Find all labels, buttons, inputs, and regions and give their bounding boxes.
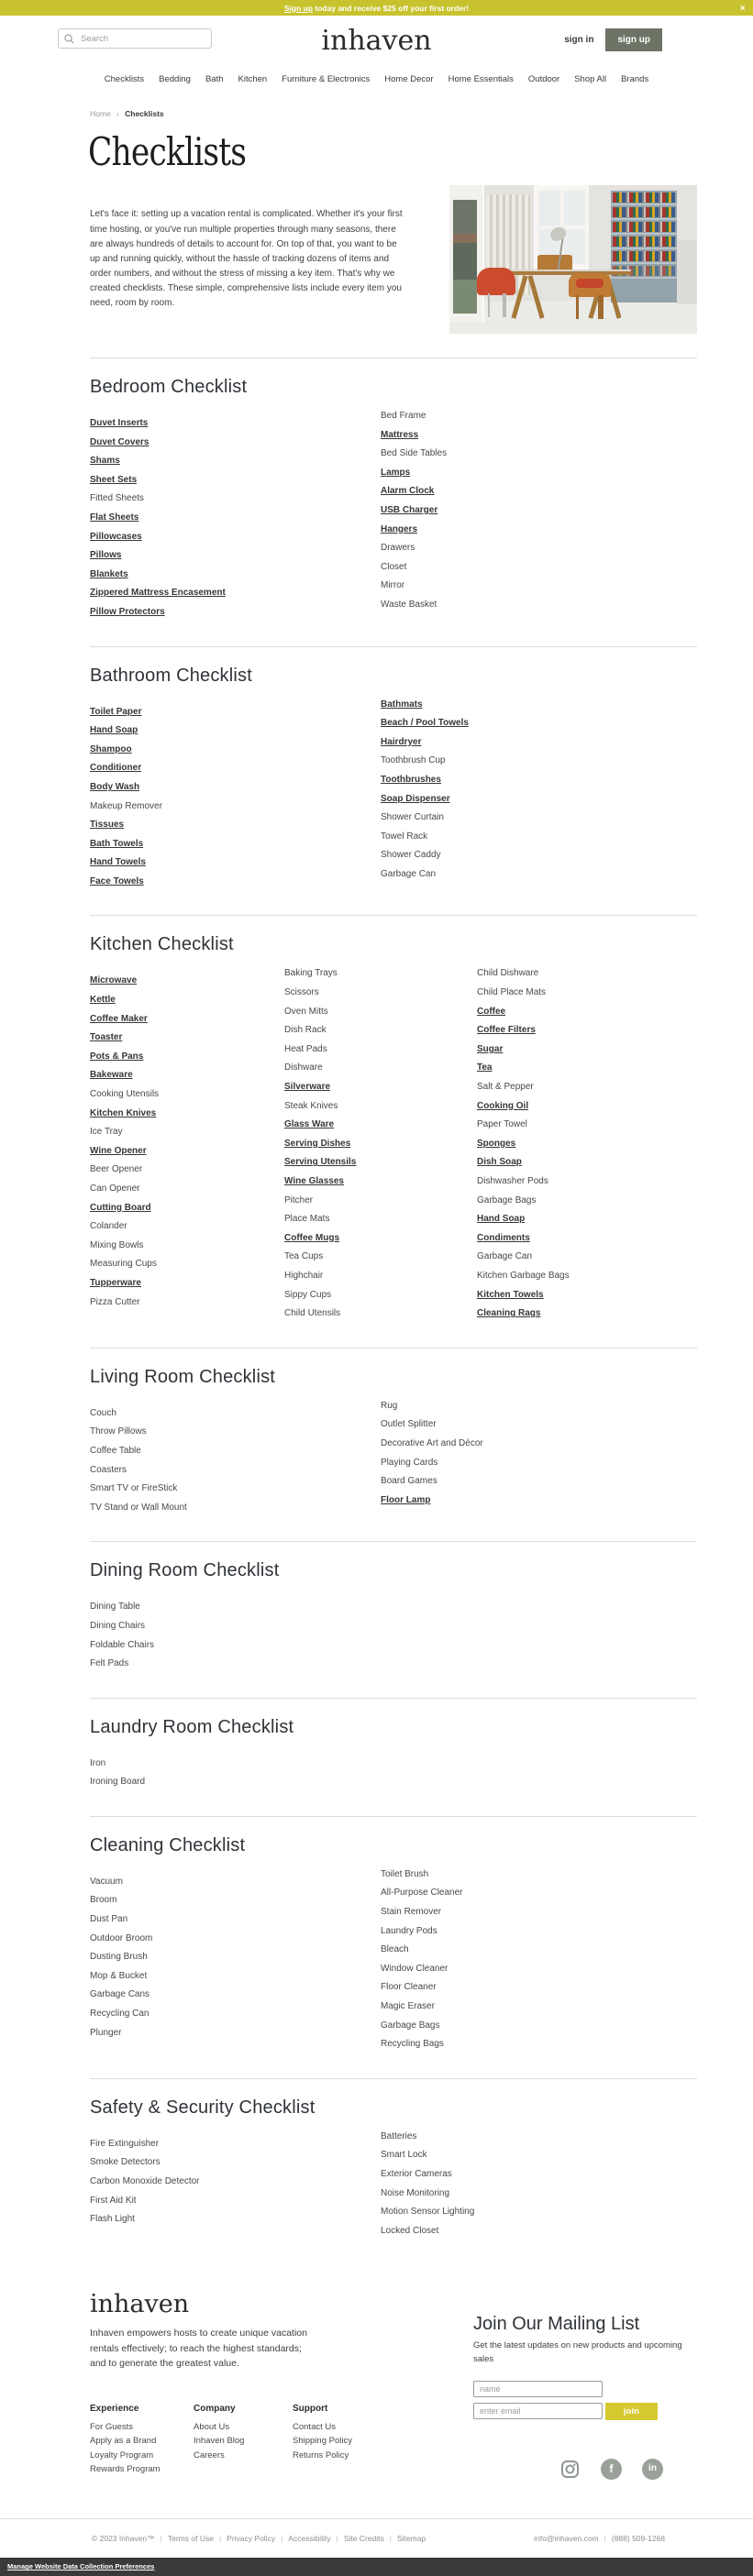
nav-item[interactable]: Home Decor <box>384 74 434 84</box>
section-columns <box>90 1397 697 1518</box>
checklist-item-link[interactable]: Toilet Paper <box>90 706 142 717</box>
linkedin-glyph: in <box>648 2463 657 2474</box>
nav-item[interactable]: Furniture & Electronics <box>282 74 371 84</box>
section-column <box>90 1591 381 1673</box>
footer-column-title: Company <box>194 2404 236 2415</box>
section-title: Laundry Room Checklist <box>90 1716 294 1737</box>
main-nav <box>0 63 753 84</box>
breadcrumb-current: Checklists <box>125 109 164 118</box>
footer-column <box>194 2404 293 2476</box>
checklist-item-link[interactable]: Flat Sheets <box>90 512 139 523</box>
checklist-item: Fitted Sheets <box>90 493 144 504</box>
checklist-item: First Aid Kit <box>90 2195 137 2206</box>
checklist-item: Scissors <box>284 987 319 998</box>
footer-link[interactable]: Shipping Policy <box>293 2436 352 2447</box>
separator: | <box>281 2533 283 2543</box>
separator: | <box>160 2533 162 2543</box>
site-logo[interactable]: inhaven <box>321 25 432 57</box>
section-columns <box>90 2128 697 2241</box>
checklist-item-link[interactable]: Hand Towels <box>90 857 146 868</box>
checklist-item-link[interactable]: Bakeware <box>90 1070 133 1081</box>
checklist-item: Throw Pillows <box>90 1426 147 1437</box>
checklist-item: Dust Pan <box>90 1914 128 1925</box>
checklist-item: TV Stand or Wall Mount <box>90 1502 187 1513</box>
legal-links <box>92 2534 426 2543</box>
footer-link[interactable]: About Us <box>194 2422 230 2433</box>
checklist-item: Garbage Bags <box>381 2020 440 2031</box>
section-column <box>90 1866 381 2054</box>
sign-in-link[interactable]: sign in <box>564 35 594 45</box>
legal-link[interactable]: Accessibility <box>288 2533 331 2543</box>
intro-section <box>90 185 697 334</box>
search-box[interactable] <box>58 28 212 49</box>
section-columns <box>90 1866 697 2054</box>
checklist-item-link[interactable]: Dish Soap <box>477 1157 522 1168</box>
checklist-item: Noise Monitoring <box>381 2187 450 2198</box>
checklist-item: Dishwasher Pods <box>477 1176 548 1186</box>
checklist-item-link[interactable]: Hangers <box>381 523 418 534</box>
checklist-item: Magic Eraser <box>381 2001 435 2012</box>
checklist-item: Coasters <box>90 1464 127 1475</box>
section-column <box>90 1397 381 1518</box>
hero-books-row <box>613 237 675 247</box>
checklist-item-link[interactable]: Duvet Covers <box>90 436 149 447</box>
legal-contact <box>534 2534 665 2543</box>
mailing-list-subtitle: Get the latest updates on new products and upcoming sales <box>473 2340 682 2364</box>
checklist-item: Bed Frame <box>381 411 426 421</box>
hero-books-row <box>613 207 675 217</box>
checklist-item: Shower Caddy <box>381 850 441 861</box>
checklist-item: Dusting Brush <box>90 1952 148 1963</box>
checklist-item-link[interactable]: Kitchen Knives <box>90 1107 157 1118</box>
checklist-item-link[interactable]: USB Charger <box>381 504 438 515</box>
checklist-item: Pitcher <box>284 1194 314 1205</box>
checklist-item: Ironing Board <box>90 1777 146 1788</box>
nav-item[interactable]: Brands <box>621 74 649 84</box>
privacy-bar <box>0 2558 753 2576</box>
mailing-list-form <box>473 2381 697 2420</box>
breadcrumb-home-link[interactable]: Home <box>90 109 111 118</box>
section-columns <box>90 964 697 1323</box>
nav-item[interactable]: Shop All <box>574 74 607 84</box>
checklist-item-link[interactable]: Cleaning Rags <box>477 1308 541 1319</box>
section-column <box>381 1397 697 1518</box>
checklist-item-link[interactable]: Sponges <box>477 1138 516 1149</box>
checklist-item: Recycling Bags <box>381 2039 444 2050</box>
site-header <box>0 16 753 63</box>
section-column <box>381 2128 697 2241</box>
footer-link[interactable]: For Guests <box>90 2422 133 2433</box>
checklist-item: Smart Lock <box>381 2150 427 2161</box>
nav-item[interactable]: Bedding <box>159 74 191 84</box>
section-column <box>381 696 697 892</box>
checklist-item-link[interactable]: Tea <box>477 1062 493 1073</box>
checklist-item-link[interactable]: Duvet Inserts <box>90 418 149 428</box>
section-columns <box>90 1747 697 1792</box>
hero-shelf-line <box>611 204 677 205</box>
checklist-item: Mirror <box>381 580 405 591</box>
footer-link[interactable]: Contact Us <box>293 2422 336 2433</box>
section-columns <box>90 407 697 622</box>
breadcrumb-separator: › <box>116 110 119 118</box>
section-title: Cleaning Checklist <box>90 1834 246 1855</box>
checklist-item: Waste Basket <box>381 599 437 610</box>
checklist-item: Exterior Cameras <box>381 2169 452 2179</box>
promo-banner <box>0 0 753 16</box>
checklist-item: Laundry Pods <box>381 1925 437 1936</box>
checklist-item: Coffee Table <box>90 1445 141 1456</box>
checklist-item: Motion Sensor Lighting <box>381 2207 475 2218</box>
separator: | <box>389 2533 392 2543</box>
checklist-item-link[interactable]: Pillow Protectors <box>90 606 165 617</box>
checklist-item: Heat Pads <box>284 1043 327 1054</box>
separator: | <box>604 2533 606 2543</box>
hero-window-pane <box>564 191 585 226</box>
nav-item[interactable]: Bath <box>205 74 224 84</box>
checklist-item: Foldable Chairs <box>90 1639 155 1650</box>
email-input[interactable] <box>473 2403 603 2419</box>
checklist-item-link[interactable]: Lamps <box>381 467 411 478</box>
checklist-item: Cooking Utensils <box>90 1089 160 1100</box>
checklist-item: Locked Closet <box>381 2225 439 2236</box>
section-title: Dining Room Checklist <box>90 1560 280 1581</box>
checklist-item-link[interactable]: Serving Utensils <box>284 1157 357 1168</box>
checklist-item: Carbon Monoxide Detector <box>90 2176 200 2186</box>
checklist-item: Makeup Remover <box>90 800 162 811</box>
legal-link[interactable]: Site Credits <box>343 2533 384 2543</box>
checklist-item: Child Dishware <box>477 968 539 979</box>
footer-logo[interactable]: inhaven <box>90 2290 190 2319</box>
checklist-item: Stain Remover <box>381 1907 442 1918</box>
checklist-item-link[interactable]: Zippered Mattress Encasement <box>90 588 226 599</box>
checklist-item: Kitchen Garbage Bags <box>477 1270 570 1281</box>
checklist-item: Flash Light <box>90 2214 135 2225</box>
checklist-item: Ice Tray <box>90 1127 123 1138</box>
checklist-item: Garbage Can <box>477 1251 533 1262</box>
checklist-item: Mop & Bucket <box>90 1970 148 1981</box>
section-title: Living Room Checklist <box>90 1366 276 1387</box>
checklist-item-link[interactable]: Shams <box>90 456 120 467</box>
section-column <box>477 964 697 1323</box>
footer-link[interactable]: Loyalty Program <box>90 2449 154 2460</box>
checklist-item-link[interactable]: Toaster <box>90 1032 123 1043</box>
promo-signup-link[interactable]: Sign up <box>283 3 314 13</box>
footer-column-title: Experience <box>90 2404 139 2415</box>
footer-link-columns <box>90 2404 473 2476</box>
hero-wood-chair-legs <box>576 295 604 319</box>
checklist-item-link[interactable]: Toothbrushes <box>381 774 441 785</box>
data-collection-preferences-link[interactable]: Manage Website Data Collection Preferences <box>7 2562 155 2571</box>
checklist-item: Colander <box>90 1221 127 1232</box>
checklist-sections <box>0 358 753 2264</box>
footer-tagline: Inhaven empowers hosts to create unique vacation rentals effectively; to reach the highest standards; and to generate the greatest value. <box>90 2328 307 2369</box>
checklist-item: Dishware <box>284 1062 323 1073</box>
footer-link[interactable]: Apply as a Brand <box>90 2436 157 2447</box>
hero-shelf-line <box>611 248 677 249</box>
checklist-section <box>90 915 697 1347</box>
footer-left <box>90 2292 473 2480</box>
checklist-item: Can Opener <box>90 1183 140 1194</box>
checklist-item: Couch <box>90 1407 116 1418</box>
copyright-text: © 2023 Inhaven™ <box>92 2533 155 2543</box>
checklist-item-link[interactable]: Blankets <box>90 568 128 579</box>
section-title: Bathroom Checklist <box>90 665 252 686</box>
hero-floor <box>449 301 697 334</box>
mailing-list-title: Join Our Mailing List <box>473 2314 640 2335</box>
checklist-item: Vacuum <box>90 1876 123 1887</box>
hero-red-chair <box>477 268 515 295</box>
checklist-item-link[interactable]: Coffee Maker <box>90 1013 148 1024</box>
checklist-item-link[interactable]: Tupperware <box>90 1277 141 1288</box>
legal-bar <box>0 2518 753 2558</box>
promo-rest-text: today and receive $25 off your first order! <box>313 3 470 13</box>
checklist-item-link[interactable]: Serving Dishes <box>284 1138 351 1149</box>
hero-chair-cushion <box>576 279 604 288</box>
hero-cabinet <box>677 240 697 304</box>
checklist-section <box>90 646 697 916</box>
checklist-item: Pizza Cutter <box>90 1296 140 1307</box>
checklist-item: Playing Cards <box>381 1457 438 1468</box>
checklist-item: Highchair <box>284 1270 324 1281</box>
checklist-item: Baking Trays <box>284 968 338 979</box>
checklist-section <box>90 1348 697 1542</box>
site-footer <box>90 2292 697 2480</box>
checklist-item: Recycling Can <box>90 2009 149 2020</box>
hero-books-row <box>613 222 675 232</box>
checklist-item: Decorative Art and Décor <box>381 1437 483 1448</box>
search-input[interactable] <box>79 33 205 45</box>
checklist-item: Smoke Detectors <box>90 2157 161 2168</box>
nav-item[interactable]: Home Essentials <box>448 74 514 84</box>
contact-email-link[interactable]: info@inhaven.com <box>534 2533 599 2543</box>
checklist-item: Rug <box>381 1400 398 1411</box>
footer-link[interactable]: Returns Policy <box>293 2449 349 2460</box>
facebook-icon[interactable]: f <box>601 2459 622 2480</box>
checklist-item-link[interactable]: Hand Soap <box>90 725 138 736</box>
checklist-item: Felt Pads <box>90 1658 129 1669</box>
checklist-item: Oven Mitts <box>284 1006 328 1017</box>
checklist-item-link[interactable]: Hand Soap <box>477 1214 526 1225</box>
checklist-item: Dish Rack <box>284 1025 327 1036</box>
checklist-item: Batteries <box>381 2130 417 2141</box>
checklist-item: Board Games <box>381 1476 437 1487</box>
checklist-item-link[interactable]: Kitchen Towels <box>477 1289 544 1300</box>
section-column <box>90 2128 381 2241</box>
checklist-item-link[interactable]: Shampoo <box>90 743 132 754</box>
checklist-section <box>90 1541 697 1697</box>
nav-item[interactable]: Checklists <box>104 74 145 84</box>
footer-link[interactable]: Rewards Program <box>90 2463 161 2474</box>
checklist-item-link[interactable]: Bathmats <box>381 699 423 710</box>
checklist-item: Garbage Cans <box>90 1989 150 2000</box>
checklist-item-link[interactable]: Sheet Sets <box>90 474 138 485</box>
checklist-item-link[interactable]: Pillowcases <box>90 531 142 542</box>
checklist-item: Garbage Bags <box>477 1194 537 1205</box>
section-title: Bedroom Checklist <box>90 377 248 397</box>
section-column <box>90 407 381 622</box>
checklist-item: Smart TV or FireStick <box>90 1483 178 1494</box>
section-column <box>90 696 381 892</box>
checklist-item-link[interactable]: Tissues <box>90 820 125 831</box>
checklist-item-link[interactable]: Mattress <box>381 429 419 440</box>
breadcrumb <box>90 109 753 118</box>
checklist-section <box>90 2078 697 2265</box>
checklist-item: Child Place Mats <box>477 987 547 998</box>
checklist-item: Dining Table <box>90 1602 140 1613</box>
checklist-item-link[interactable]: Body Wash <box>90 781 140 792</box>
checklist-item: Towel Rack <box>381 831 428 842</box>
section-columns <box>90 1591 697 1673</box>
checklist-item: Floor Cleaner <box>381 1982 437 1993</box>
checklist-item-link[interactable]: Coffee <box>477 1006 506 1017</box>
promo-text <box>284 4 469 13</box>
intro-paragraph: Let's face it: setting up a vacation rental is complicated. Whether it's your first time hosting, or you've run multiple properties through many seasons, there are always hundreds of details to account for. On top of that, you want to be up and running quickly, without the hassle of tracking dozens of items and order numbers, and without the stress of missing a key item. That's why we created checklists. These simple, comprehensive lists include every item you need, room by room. <box>90 209 403 309</box>
checklist-item: Dining Chairs <box>90 1620 146 1631</box>
section-column <box>284 964 477 1323</box>
checklist-item-link[interactable]: Pillows <box>90 550 122 561</box>
nav-item[interactable]: Outdoor <box>527 74 560 84</box>
social-links <box>559 2459 697 2480</box>
checklist-item: Bed Side Tables <box>381 448 448 459</box>
hero-shelf-line <box>611 218 677 220</box>
checklist-item-link[interactable]: Condiments <box>477 1232 530 1243</box>
checklist-item: Beer Opener <box>90 1164 143 1175</box>
checklist-item-link[interactable]: Sugar <box>477 1043 504 1054</box>
separator: | <box>218 2533 222 2543</box>
checklist-section <box>90 1698 697 1816</box>
hero-books-row <box>613 193 675 203</box>
checklist-item: Bleach <box>381 1944 409 1955</box>
checklist-item: Broom <box>90 1895 117 1906</box>
contact-phone-link[interactable]: (888) 509-1268 <box>611 2533 665 2543</box>
footer-link[interactable]: Careers <box>194 2449 225 2460</box>
checklist-item-link[interactable]: Hairdryer <box>381 736 422 747</box>
checklist-item: All-Purpose Cleaner <box>381 1888 463 1899</box>
checklist-item-link[interactable]: Coffee Mugs <box>284 1232 339 1243</box>
section-column <box>90 964 284 1323</box>
checklist-item-link[interactable]: Conditioner <box>90 763 142 774</box>
checklist-item-link[interactable]: Floor Lamp <box>381 1494 431 1505</box>
checklist-item: Outlet Splitter <box>381 1419 437 1430</box>
hero-bookshelf <box>611 191 677 303</box>
section-column <box>381 1866 697 2054</box>
checklist-item-link[interactable]: Cooking Oil <box>477 1100 529 1111</box>
checklist-item-link[interactable]: Wine Opener <box>90 1145 147 1156</box>
email-row <box>473 2403 697 2420</box>
hero-window-pane <box>539 191 560 226</box>
footer-column-title: Support <box>293 2404 328 2415</box>
footer-column <box>90 2404 194 2476</box>
instagram-icon[interactable] <box>559 2459 581 2480</box>
checklist-item: Toothbrush Cup <box>381 755 446 766</box>
name-input[interactable] <box>473 2381 603 2397</box>
checklist-section <box>90 358 697 646</box>
section-title: Safety & Security Checklist <box>90 2097 316 2118</box>
hero-image <box>449 185 697 334</box>
join-button[interactable]: join <box>605 2403 658 2420</box>
checklist-item-link[interactable]: Face Towels <box>90 875 144 886</box>
account-actions <box>564 28 662 51</box>
hero-red-chair-legs <box>488 293 506 317</box>
checklist-item-link[interactable]: Glass Ware <box>284 1119 335 1130</box>
checklist-item: Drawers <box>381 543 415 554</box>
section-column <box>90 1747 381 1792</box>
checklist-item-link[interactable]: Silverware <box>284 1082 331 1093</box>
checklist-item: Fire Extinguisher <box>90 2138 160 2149</box>
checklist-item: Garbage Can <box>381 868 437 879</box>
nav-item[interactable]: Kitchen <box>238 74 268 84</box>
page-title: Checklists <box>88 129 247 174</box>
checklist-item-link[interactable]: Beach / Pool Towels <box>381 718 469 729</box>
checklist-section <box>90 1816 697 2078</box>
section-columns <box>90 696 697 892</box>
checklist-item: Toilet Brush <box>381 1868 429 1879</box>
footer-column <box>293 2404 473 2476</box>
close-icon[interactable]: ✕ <box>739 4 746 12</box>
checklist-item: Measuring Cups <box>90 1259 157 1270</box>
checklist-item: Closet <box>381 561 407 572</box>
checklist-item: Steak Knives <box>284 1100 338 1111</box>
checklist-item: Salt & Pepper <box>477 1082 534 1093</box>
hero-books-row <box>613 251 675 261</box>
checklist-item-link[interactable]: Wine Glasses <box>284 1176 344 1186</box>
checklist-item: Tea Cups <box>284 1251 324 1262</box>
checklist-item: Sippy Cups <box>284 1289 332 1300</box>
footer-right <box>473 2292 697 2480</box>
section-column <box>381 407 697 622</box>
checklist-item: Mixing Bowls <box>90 1239 144 1250</box>
legal-link[interactable]: Terms of Use <box>167 2533 214 2543</box>
hero-shelf-line <box>611 277 677 279</box>
linkedin-icon[interactable] <box>642 2459 663 2480</box>
checklist-item-link[interactable]: Coffee Filters <box>477 1025 536 1036</box>
sign-up-button[interactable]: sign up <box>605 28 662 51</box>
checklist-item: Plunger <box>90 2027 122 2038</box>
checklist-item: Window Cleaner <box>381 1963 448 1974</box>
checklist-item-link[interactable]: Alarm Clock <box>381 486 435 497</box>
checklist-item: Iron <box>90 1757 106 1768</box>
checklist-item: Place Mats <box>284 1214 330 1225</box>
separator: | <box>336 2533 338 2543</box>
checklist-item-link[interactable]: Pots & Pans <box>90 1051 144 1062</box>
footer-link[interactable]: Inhaven Blog <box>194 2436 245 2447</box>
legal-link[interactable]: Privacy Policy <box>227 2533 276 2543</box>
checklist-item: Paper Towel <box>477 1119 527 1130</box>
checklist-item-link[interactable]: Cutting Board <box>90 1202 151 1213</box>
checklist-item-link[interactable]: Soap Dispenser <box>381 793 450 804</box>
checklist-item: Child Utensils <box>284 1308 341 1319</box>
hero-table-top <box>503 270 631 275</box>
checklist-item-link[interactable]: Microwave <box>90 975 138 986</box>
hero-door-glass <box>453 200 477 314</box>
hero-shelf-line <box>611 262 677 264</box>
checklist-item: Shower Curtain <box>381 812 444 823</box>
section-title: Kitchen Checklist <box>90 934 234 955</box>
legal-link[interactable]: Sitemap <box>396 2533 426 2543</box>
checklist-item-link[interactable]: Kettle <box>90 995 116 1006</box>
search-icon <box>64 34 74 44</box>
checklist-item: Outdoor Broom <box>90 1932 153 1943</box>
hero-shelf-line <box>611 233 677 235</box>
checklist-item-link[interactable]: Bath Towels <box>90 838 144 849</box>
